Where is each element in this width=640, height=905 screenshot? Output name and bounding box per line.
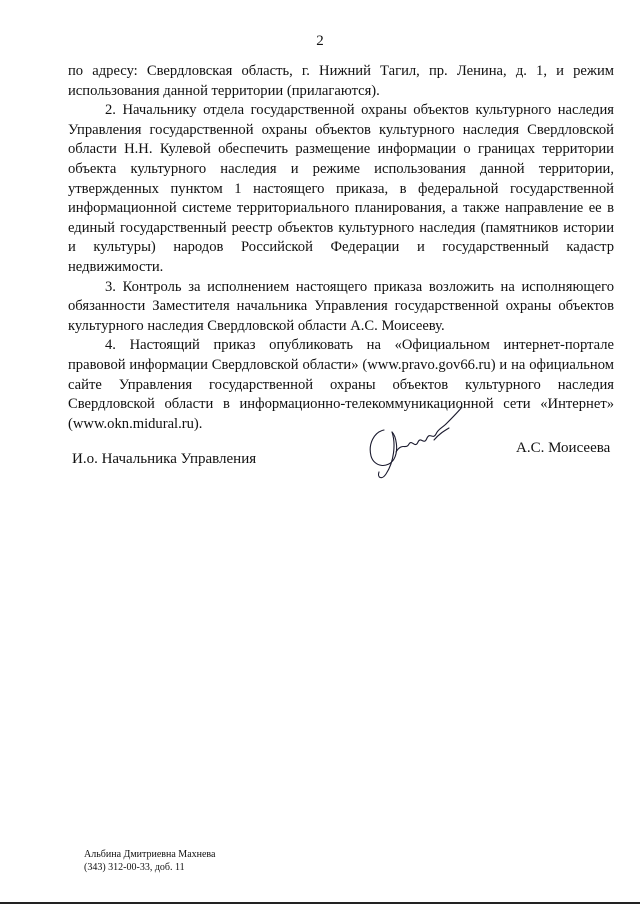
paragraph-item-3: 3. Контроль за исполнением настоящего приказа возложить на исполняющего обязанности Заместителя начальника Управления государственной охраны объектов культурного наследия Свердловской области А.С. Моисееву. [68,278,614,334]
paragraph-item-2: 2. Начальнику отдела государственной охраны объектов культурного наследия Управления государственной охраны объектов культурного наследия Свердловской области Н.Н. Кулевой обеспечить размещение информации о границах территории объекта культурного наследия и режиме использования данной территории, утвержденных пунктом 1 настоящего приказа, в федеральной государственной информационной системе территориального планирования, а также направление ее в единый государственный реестр объектов культурного наследия (памятников истории и культуры) народов Российской Федерации и государственный кадастр недвижимости. [68,102,614,275]
page-number: 2 [316,33,324,49]
handwritten-signature [362,404,467,484]
document-body [68,62,614,434]
signatory-role: И.о. Начальника Управления [72,451,257,467]
bottom-border [0,902,640,904]
paragraph-item-4: 4. Настоящий приказ опубликовать на «Официальном интернет-портале правовой информации Свердловской области» (www.pravo.gov66.ru) и на официальном сайте Управления государственной охраны объектов культурного наследия Свердловской области в информационно-телекоммуникационной сети «Интернет» (www.okn.midural.ru). [68,337,614,432]
executor-name: Альбина Дмитриевна Махнева [84,849,216,860]
executor-phone: (343) 312-00-33, доб. 11 [84,862,185,873]
paragraph-continuation: по адресу: Свердловская область, г. Нижний Тагил, пр. Ленина, д. 1, и режим использования данной территории (прилагаются). [68,63,614,99]
signatory-name: А.С. Моисеева [516,440,611,456]
executor-info [84,848,215,874]
